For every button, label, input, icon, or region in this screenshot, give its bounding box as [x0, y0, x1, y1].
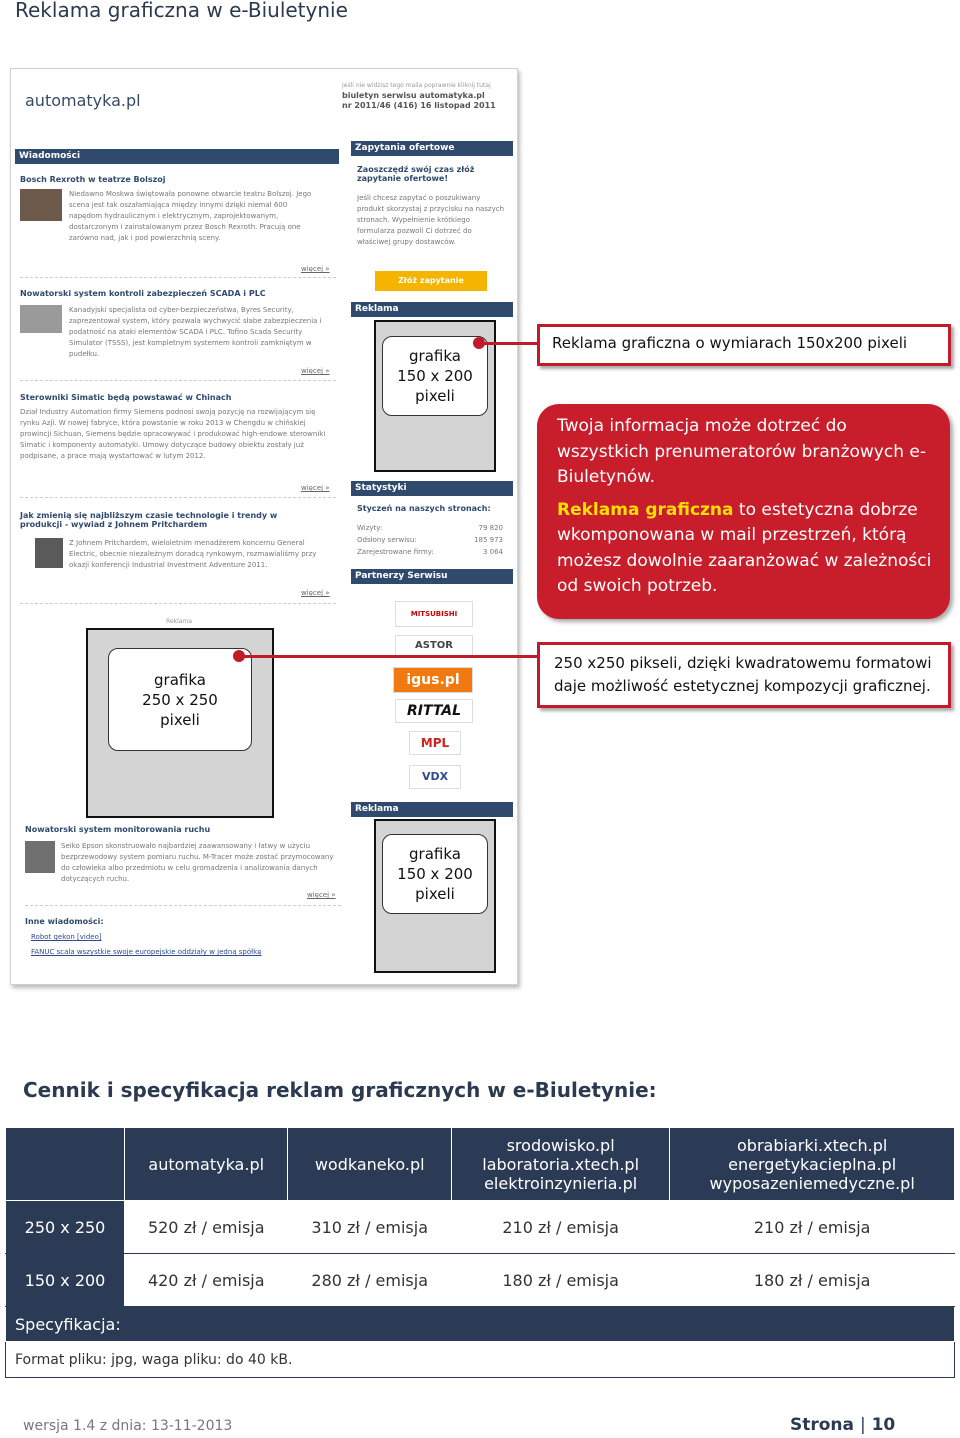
inquiry-button[interactable]: Złóż zapytanie: [375, 271, 487, 291]
bar-partners: Partnerzy Serwisu: [351, 569, 513, 584]
red-box-intro: Twoja informacja może dotrzeć do wszystkich prenumeratorów branżowych e-Biuletynów.: [557, 416, 926, 487]
divider: [20, 277, 336, 278]
ad-label-line: 150 x 200: [397, 865, 473, 883]
more-link[interactable]: więcej »: [301, 265, 330, 273]
article-thumbnail: [20, 305, 62, 333]
price-cell: 280 zł / emisja: [288, 1254, 451, 1307]
article-title[interactable]: Bosch Rexroth w teatrze Bolszoj: [20, 175, 166, 184]
partner-logo-mpl[interactable]: MPL: [409, 731, 461, 755]
divider: [20, 380, 336, 381]
spec-label: Specyfikacja:: [6, 1307, 955, 1342]
newsletter-meta: [342, 81, 507, 111]
bar-stats: Statystyki: [351, 481, 513, 496]
red-box-body: [557, 498, 938, 600]
article-text: Z Johnem Pritchardem, wieloletnim menadżerem koncernu General Electric, obecnie niezależnym doradcą rynkowym, rozmawialiśmy przy okazji konferencji Industrial Investment Adventure 2011.: [69, 539, 317, 569]
partner-logo-vdx[interactable]: VDX: [409, 765, 461, 789]
partner-logo-rittal[interactable]: RITTAL: [395, 699, 473, 723]
price-cell: 520 zł / emisja: [125, 1201, 288, 1254]
column-header: automatyka.pl: [125, 1128, 288, 1201]
table-corner: [6, 1128, 125, 1201]
divider: [20, 497, 336, 498]
price-table: [5, 1127, 955, 1378]
spec-text: Format pliku: jpg, waga pliku: do 40 kB.: [6, 1342, 955, 1378]
partner-logo-mitsubishi[interactable]: MITSUBISHI: [395, 601, 473, 627]
red-info-box: [537, 404, 950, 619]
ad-label-line: pixeli: [160, 711, 200, 729]
article-text: Kanadyjski specjalista od cyber-bezpieczeństwa, Byres Security, zaprezentował system, który pozwala wychwycić słabe zabezpieczenia i podatność na ataki elementów SCADA i PLC. Tofino Scada Security Simulator (TSSS), jest kompletnym systemem kontroli zamkniętym w pudełku.: [69, 306, 322, 358]
stats-row: Wizyty: 79 820: [357, 524, 503, 532]
ad-label-150x200-bottom: [382, 834, 488, 914]
price-cell: 420 zł / emisja: [125, 1254, 288, 1307]
ad-label-line: 150 x 200: [397, 367, 473, 385]
connector-line: [240, 655, 540, 658]
price-cell: 210 zł / emisja: [670, 1201, 955, 1254]
article-title[interactable]: Nowatorski system monitorowania ruchu: [25, 825, 211, 834]
section-title: Cennik i specyfikacja reklam graficznych w e-Biuletynie:: [23, 1078, 657, 1102]
price-cell: 210 zł / emisja: [451, 1201, 669, 1254]
table-header-row: [6, 1128, 955, 1201]
bar-ads-bottom: Reklama: [351, 802, 513, 817]
article-title[interactable]: Nowatorski system kontroli zabezpieczeń SCADA i PLC: [20, 289, 266, 298]
more-link[interactable]: więcej »: [307, 891, 336, 899]
callout-250x250: [537, 642, 951, 708]
ad-label-line: pixeli: [415, 885, 455, 903]
bar-ads-top: Reklama: [351, 302, 513, 317]
more-link[interactable]: więcej »: [301, 367, 330, 375]
inquiries-headline: Zaoszczędź swój czas złóż zapytanie ofertowe!: [357, 165, 475, 183]
divider: [20, 603, 336, 604]
article-text: Dział Industry Automation firmy Siemens podnosi swoją pozycję na rozwijającym się rynku Azji. W nowej fabryce, która powstanie w roku 2013 w Chengdu w chińskiej prowincji Sichuan, Siemens będzie opracowywać i produkować high-endowe sterowniki Simatic i komponenty automatyki. Umowy dotyczące budowy obiektu zostały już podpisane, a prace mają wystartować w lutym 2012.: [20, 408, 326, 460]
ad-label-250x250: [108, 648, 252, 751]
callout-line: daje możliwość estetycznej kompozycji graficznej.: [554, 677, 931, 695]
price-cell: 310 zł / emisja: [288, 1201, 451, 1254]
partner-logo-astor[interactable]: ASTOR: [395, 635, 473, 657]
connector-line: [480, 342, 538, 345]
ad-caption: Reklama: [166, 618, 192, 625]
red-box-highlight: Reklama graficzna: [557, 499, 734, 520]
inquiries-text: Jeśli chcesz zapytać o poszukiwany produkt skorzystaj z przycisku na naszych stronach. Wypełnienie krótkiego formularza pozwoli Ci dotrzeć do właściwej grupy dostawców.: [357, 194, 505, 246]
bar-news: Wiadomości: [15, 149, 339, 164]
more-link[interactable]: więcej »: [301, 589, 330, 597]
meta-line: biuletyn serwisu automatyka.pl: [342, 91, 485, 100]
row-header: 250 x 250: [6, 1201, 125, 1254]
other-news-link[interactable]: Robot gekon [video]: [31, 933, 102, 941]
article-thumbnail: [35, 538, 63, 568]
bar-inquiries: Zapytania ofertowe: [351, 141, 513, 156]
meta-line: nr 2011/46 (416) 16 listopad 2011: [342, 101, 496, 110]
stats-row: Zarejestrowane firmy: 3 064: [357, 548, 503, 556]
ad-label-line: pixeli: [415, 387, 455, 405]
spec-row: [6, 1307, 955, 1342]
ad-label-line: grafika: [409, 845, 461, 863]
more-link[interactable]: więcej »: [301, 484, 330, 492]
table-row: [6, 1254, 955, 1307]
ad-label-line: 250 x 250: [142, 691, 218, 709]
article-text: Niedawno Moskwa świętowała ponowne otwarcie teatru Bolszoj. Jego scena jest tak oszałamiająca między innymi dzięki niemal 600 napędom hydraulicznym i elektrycznym, zaprojektowanym, dostarczonym i zainstalowanym przez Bosch Rexroth. Pracują one zarówno nad, jak i pod powierzchnią sceny.: [69, 190, 312, 242]
divider: [25, 905, 341, 906]
meta-line: Jeśli nie widzisz tego maila poprawnie kliknij tutaj: [342, 82, 491, 89]
version-info: wersja 1.4 z dnia: 13-11-2013: [23, 1418, 233, 1434]
ad-label-line: grafika: [154, 671, 206, 689]
other-news-title: Inne wiadomości:: [25, 917, 104, 926]
column-header: srodowisko.pl laboratoria.xtech.pl elektroinzynieria.pl: [451, 1128, 669, 1201]
table-row: [6, 1201, 955, 1254]
connector-dot: [473, 337, 485, 349]
article-title[interactable]: Sterowniki Simatic będą powstawać w Chinach: [20, 393, 232, 402]
row-header: 150 x 200: [6, 1254, 125, 1307]
red-box-body-text: to estetyczna dobrze wkomponowana w mail przestrzeń, którą możesz dowolnie zaaranżować w zależności od swoich potrzeb.: [557, 499, 932, 596]
spec-text-row: [6, 1342, 955, 1378]
stats-headline: Styczeń na naszych stronach:: [357, 504, 491, 513]
other-news-link[interactable]: FANUC scala wszystkie swoje europejskie oddziały w jedną spółkę: [31, 948, 262, 956]
article-thumbnail: [20, 189, 62, 221]
column-header: obrabiarki.xtech.pl energetykacieplna.pl wyposazeniemedyczne.pl: [670, 1128, 955, 1201]
callout-line: 250 x250 pikseli, dzięki kwadratowemu formatowi: [554, 654, 932, 672]
article-text: Seiko Epson skonstruowało najbardziej zaawansowany i łatwy w użyciu bezprzewodowy system pomiaru ruchu. M-Tracer może zostać przymocowany do człowieka albo przedmiotu w celu gromadzenia i analizowania danych dotyczących ruchu.: [61, 842, 334, 883]
callout-150x200: Reklama graficzna o wymiarach 150x200 pixeli: [537, 324, 951, 366]
connector-dot: [233, 650, 245, 662]
page-title: Reklama graficzna w e-Biuletynie: [15, 0, 348, 22]
ad-label-line: grafika: [409, 347, 461, 365]
price-cell: 180 zł / emisja: [451, 1254, 669, 1307]
ad-label-150x200-top: [382, 336, 488, 416]
price-cell: 180 zł / emisja: [670, 1254, 955, 1307]
page-number: Strona | 10: [790, 1415, 896, 1435]
article-title[interactable]: Jak zmienią się najbliższym czasie technologie i trendy w produkcji - wywiad z Johnem Pritchardem: [20, 511, 278, 529]
stats-row: Odsłony serwisu: 185 973: [357, 536, 503, 544]
partner-logo-igus[interactable]: igus.pl: [393, 667, 473, 693]
newsletter-logo: automatyka.pl: [25, 91, 141, 110]
article-thumbnail: [25, 841, 55, 873]
column-header: wodkaneko.pl: [288, 1128, 451, 1201]
